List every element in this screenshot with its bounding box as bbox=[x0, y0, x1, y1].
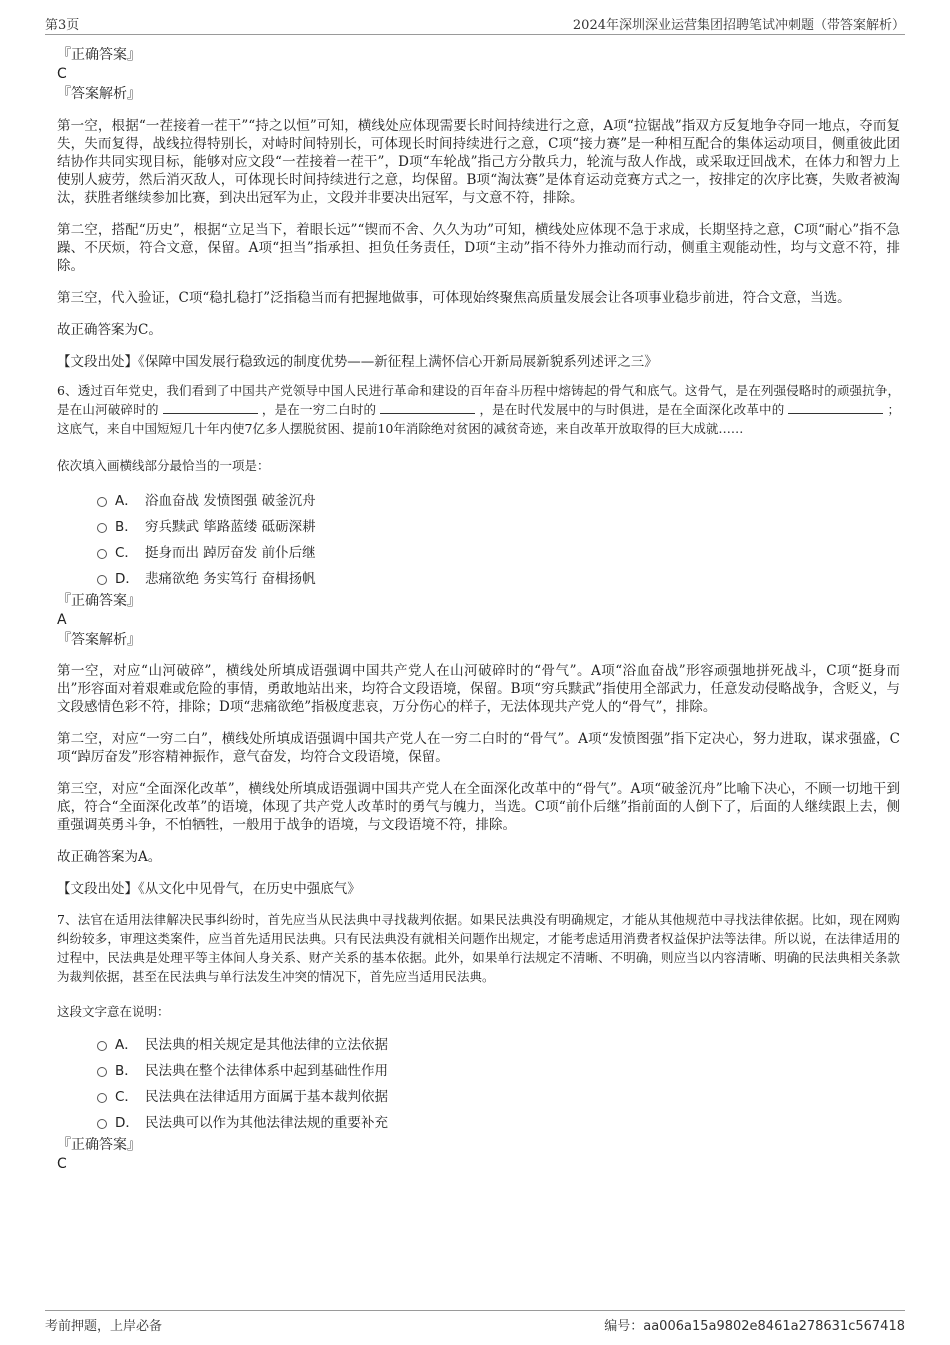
question-prompt: 依次填入画横线部分最恰当的一项是： bbox=[57, 458, 270, 473]
analysis-paragraph: 第一空，根据“一茬接着一茬干”“持之以恒”可知，横线处应体现需要长时间持续进行之意，A项“拉锯战”指双方反复地争夺同一地点，夺而复失，失而复得，战线拉得特别长，对峙时间特别长，可体现长时间持续进行之意，C项“接力赛”是一种相互配合的集体运动项目，侧重彼此团结协作共同实现目标，能够对应文段“一茬接着一茬干”，D项“车轮战”指己方分散兵力，轮流与敌人作战，或采取迂回战术，在体力和智力上使别人疲劳，然后消灭敌人，可体现长时间持续进行之意，均保留。B项“淘汰赛”是体育运动竞赛方式之一，按排定的次序比赛，失败者被淘汰，获胜者继续参加比赛，到决出冠军为止，文段并非要决出冠军，与文意不符，排除。 bbox=[57, 118, 900, 206]
answer-label: 『正确答案』 bbox=[57, 47, 141, 63]
question-stem: 7、法官在适用法律解决民事纠纷时，首先应当从民法典中寻找裁判依据。如果民法典没有明确规定，才能从其他规范中寻找法律依据。比如，现在网购纠纷较多，审理这类案件，应当首先适用民法典。只有民法典没有就相关问题作出规定，才能考虑适用消费者权益保护法等法律。所以说，在法律适用的过程中，民法典是处理平等主体间人身关系、财产关系的基本依据。此外，如果单行法规定不清晰、不明确，则应当以内容清晰、明确的民法典相关条款为裁判依据，甚至在民法典与单行法发生冲突的情况下，首先应当适用民法典。 bbox=[57, 912, 900, 984]
source-citation: 【文段出处】《保障中国发展行稳致远的制度优势——新征程上满怀信心开新局展新貌系列述评之三》 bbox=[57, 354, 658, 370]
option-a[interactable]: A． 民法典的相关规定是其他法律的立法依据 bbox=[97, 1032, 900, 1058]
question-prompt: 这段文字意在说明： bbox=[57, 1004, 170, 1019]
option-c[interactable]: C． 民法典在法律适用方面属于基本裁判依据 bbox=[97, 1084, 900, 1110]
fill-blank bbox=[788, 401, 883, 414]
analysis-paragraph: 第一空，对应“山河破碎”，横线处所填成语强调中国共产党人在山河破碎时的“骨气”。A项“浴血奋战”形容顽强地拼死战斗，C项“挺身而出”形容面对着艰难或危险的事情，勇敢地站出来，均符合文段语境，保留。B项“穷兵黩武”指使用全部武力，任意发动侵略战争，含贬义，与文段感情色彩不符，排除；D项“悲痛欲绝”指极度悲哀，万分伤心的样子，无法体现共产党人的“骨气”，排除。 bbox=[57, 663, 900, 715]
analysis-paragraph: 第二空，对应“一穷二白”，横线处所填成语强调中国共产党人在一穷二白时的“骨气”。A项“发愤图强”指下定决心，努力进取，谋求强盛，C项“踔厉奋发”形容精神振作，意气奋发，均符合文段语境，保留。 bbox=[57, 731, 900, 765]
fill-blank bbox=[163, 401, 258, 414]
analysis-label: 『答案解析』 bbox=[57, 632, 141, 648]
radio-icon[interactable] bbox=[97, 1093, 107, 1103]
option-c[interactable]: C． 挺身而出 踔厉奋发 前仆后继 bbox=[97, 540, 900, 566]
analysis-conclusion: 故正确答案为A。 bbox=[57, 849, 162, 865]
analysis-paragraph: 第三空，代入验证，C项“稳扎稳打”泛指稳当而有把握地做事，可体现始终聚焦高质量发展会让各项事业稳步前进，符合文意，当选。 bbox=[57, 290, 851, 306]
option-b[interactable]: B． 穷兵黩武 筚路蓝缕 砥砺深耕 bbox=[97, 514, 900, 540]
option-list bbox=[97, 1032, 900, 1136]
answer-label: 『正确答案』 bbox=[57, 1137, 141, 1153]
radio-icon[interactable] bbox=[97, 575, 107, 585]
radio-icon[interactable] bbox=[97, 523, 107, 533]
analysis-paragraph: 第三空，对应“全面深化改革”，横线处所填成语强调中国共产党人在全面深化改革中的“骨气”。A项“破釜沉舟”比喻下决心，不顾一切地干到底，符合“全面深化改革”的语境，体现了共产党人改革时的勇气与魄力，当选。C项“前仆后继”指前面的人倒下了，后面的人继续跟上去，侧重强调英勇斗争，不怕牺牲，一般用于战争的语境，与文段语境不符，排除。 bbox=[57, 781, 900, 833]
radio-icon[interactable] bbox=[97, 1067, 107, 1077]
option-b[interactable]: B． 民法典在整个法律体系中起到基础性作用 bbox=[97, 1058, 900, 1084]
answer-value: C bbox=[57, 1156, 67, 1172]
document-title: 2024年深圳深业运营集团招聘笔试冲刺题（带答案解析） bbox=[572, 18, 905, 33]
answer-value: C bbox=[57, 66, 67, 82]
radio-icon[interactable] bbox=[97, 497, 107, 507]
footer-slogan: 考前押题，上岸必备 bbox=[45, 1319, 163, 1334]
answer-value: A bbox=[57, 612, 67, 628]
page-footer bbox=[45, 1310, 905, 1333]
option-d[interactable]: D． 悲痛欲绝 务实笃行 奋楫扬帆 bbox=[97, 566, 900, 592]
radio-icon[interactable] bbox=[97, 1119, 107, 1129]
page-header bbox=[45, 12, 905, 35]
radio-icon[interactable] bbox=[97, 549, 107, 559]
page-number: 第3页 bbox=[45, 18, 80, 33]
radio-icon[interactable] bbox=[97, 1041, 107, 1051]
analysis-label: 『答案解析』 bbox=[57, 86, 141, 102]
analysis-conclusion: 故正确答案为C。 bbox=[57, 322, 162, 338]
question-stem: 6、透过百年党史，我们看到了中国共产党领导中国人民进行革命和建设的百年奋斗历程中熔铸起的骨气和底气。这骨气，是在列强侵略时的顽强抗争，是在山河破碎时的 ，是在一穷二白时的 ，是在时代发展中的与时俱进，是在全面深化改革中的 ；这底气，来自中国短短几十年内使7亿多人摆脱贫困、提前10年消除绝对贫困的减贫奇迹，来自改革开放取得的巨大成就…… bbox=[57, 383, 900, 436]
fill-blank bbox=[380, 401, 475, 414]
source-citation: 【文段出处】《从文化中见骨气，在历史中强底气》 bbox=[57, 881, 361, 897]
option-d[interactable]: D． 民法典可以作为其他法律法规的重要补充 bbox=[97, 1110, 900, 1136]
option-a[interactable]: A． 浴血奋战 发愤图强 破釜沉舟 bbox=[97, 488, 900, 514]
option-list bbox=[97, 488, 900, 592]
serial-number: 编号：aa006a15a9802e8461a278631c567418 bbox=[604, 1319, 905, 1334]
analysis-paragraph: 第二空，搭配“历史”，根据“立足当下，着眼长远”“锲而不舍、久久为功”可知，横线处应体现不急于求成，长期坚持之意，C项“耐心”指不急躁、不厌烦，符合文意，保留。A项“担当”指承担、担负任务责任，D项“主动”指不待外力推动而行动，侧重主观能动性，均与文意不符，排除。 bbox=[57, 222, 900, 274]
answer-label: 『正确答案』 bbox=[57, 593, 141, 609]
page-content bbox=[57, 46, 900, 1175]
